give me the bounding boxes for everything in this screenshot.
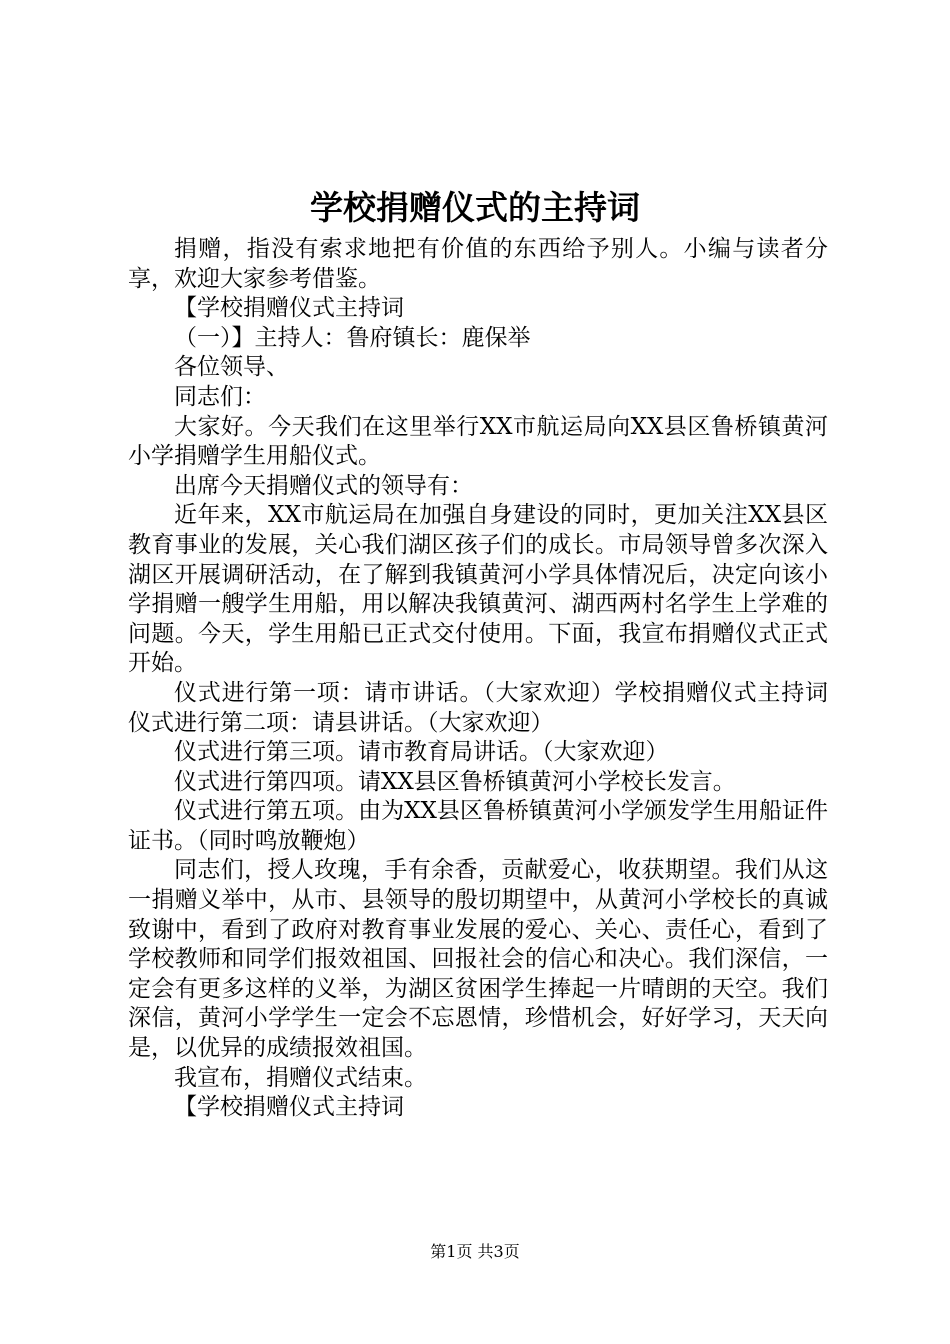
page-number-footer: 第1页 共3页 xyxy=(430,1242,520,1261)
document-title: 学校捐赠仪式的主持词 xyxy=(310,188,640,227)
paragraph: 近年来，XX市航运局在加强自身建设的同时，更加关注XX县区教育事业的发展，关心我们湖区孩子们的成长。市局领导曾多次深入湖区开展调研活动，在了解到我镇黄河小学具体情况后，决定向该小学捐赠一艘学生用船，用以解决我镇黄河、湖西两村名学生上学难的问题。今天，学生用船已正式交付使用。下面，我宣布捐赠仪式正式开始。 xyxy=(128,502,828,677)
paragraph: 仪式进行第五项。由为XX县区鲁桥镇黄河小学颁发学生用船证件证书。（同时鸣放鞭炮） xyxy=(128,798,828,854)
paragraph: 同志们，授人玫瑰，手有余香，贡献爱心，收获期望。我们从这一捐赠义举中，从市、县领导的殷切期望中，从黄河小学校长的真诚致谢中，看到了政府对教育事业发展的爱心、关心、责任心，看到了学校教师和同学们报效祖国、回报社会的信心和决心。我们深信，一定会有更多这样的义举，为湖区贫困学生捧起一片晴朗的天空。我们深信，黄河小学学生一定会不忘恩情，珍惜机会，好好学习，天天向是，以优异的成绩报效祖国。 xyxy=(128,857,828,1062)
document-body xyxy=(128,235,828,1123)
paragraph: 【学校捐赠仪式主持词 xyxy=(174,295,404,322)
paragraph: 各位领导、 xyxy=(174,354,289,381)
paragraph: 大家好。今天我们在这里举行XX市航运局向XX县区鲁桥镇黄河小学捐赠学生用船仪式。 xyxy=(128,413,828,470)
paragraph: 【学校捐赠仪式主持词 xyxy=(174,1094,404,1121)
paragraph: （一）】主持人：鲁府镇长：鹿保举 xyxy=(174,324,531,351)
paragraph: 同志们： xyxy=(174,383,266,410)
paragraph: 我宣布，捐赠仪式结束。 xyxy=(174,1064,427,1091)
paragraph: 仪式进行第四项。请XX县区鲁桥镇黄河小学校长发言。 xyxy=(174,768,736,795)
paragraph: 仪式进行第一项：请市讲话。（大家欢迎）学校捐赠仪式主持词仪式进行第二项：请县讲话。（大家欢迎） xyxy=(128,679,828,736)
paragraph: 仪式进行第三项。请市教育局讲话。（大家欢迎） xyxy=(174,739,669,766)
paragraph: 出席今天捐赠仪式的领导有： xyxy=(174,472,473,499)
paragraph: 捐赠，指没有索求地把有价值的东西给予别人。小编与读者分享，欢迎大家参考借鉴。 xyxy=(128,236,828,292)
